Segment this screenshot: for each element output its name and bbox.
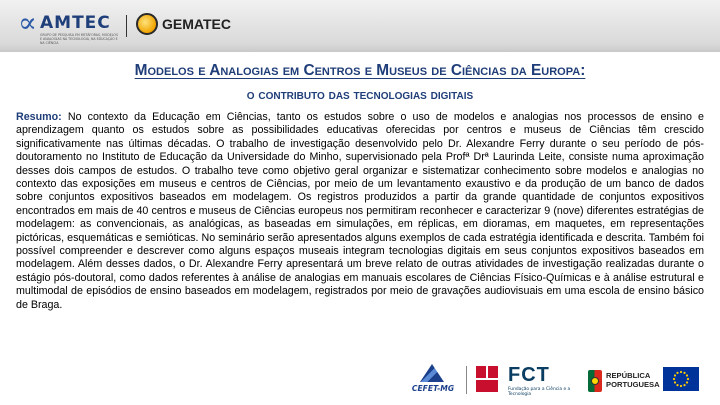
gematec-sun-icon [136,13,158,35]
republica-text [606,371,660,389]
header-bar [0,0,720,52]
eu-flag-icon [663,367,699,391]
footer-logos [400,360,710,400]
title-line-1: Modelos e Analogias em Centros e Museus de Ciências da Europa: [134,62,586,79]
republica-line-2: PORTUGUESA [606,380,660,389]
abstract-body: No contexto da Educação em Ciências, tanto os estudos sobre o uso de modelos e analogias nos processos de ensino e aprendizagem quanto os estudos sobre as possibilidades educativas oferecidas por centros e museus de Ciências têm crescido significativamente nas últimas décadas. O trabalho de investigação desenvolvido pelo Dr. Alexandre Ferry durante o seu período de pós-doutoramento no Instituto de Educação da Universidade do Minho, supervisionado pela Profª Drª Laurinda Leite, consiste numa aproximação desses dois campos de estudos. O trabalho teve como objetivo geral organizar e sistematizar conhecimento sobre modelos e analogias no contexto das exposições em museus e centros de Ciências, por meio de um levantamento exaustivo e da produção de um banco de dados sobre conjuntos expositivos baseados em modelagem. Os registros produzidos a partir da grande quantidade de conjuntos expositivos encontrados em mais de 40 centros e museus de Ciências europeus nos permitiram reconhecer e caracterizar 9 (nove) diferentes estratégias de modelagem: as convencionais, as analógicas, as baseadas em simulações, em réplicas, em dioramas, em maquetes, em representações pictóricas, esquemáticas e semióticas. No seminário serão apresentados alguns exemplos de cada estratégia identificada e descrita. Também foi possível compreender e descrever como alguns espaços museais integram tecnologias digitais em seus conjuntos expositivos baseados em modelagem. Além desses dados, o Dr. Alexandre Ferry apresentará um breve relato de outras atividades de investigação realizadas durante o estágio pós-doutoral, como dados referentes à análise de analogias em manuais escolares de Ciências Físico-Químicas e à análise estrutural e multimodal de episódios de ensino baseados em modelagem, registrados por meio de gravações audiovisuais em uma escola de ensino básico de Braga. [16,111,704,311]
amtec-swoosh-icon: ∝ [18,6,37,39]
cefet-mark-icon [420,364,444,382]
fct-subtitle: Fundação para a Ciência e a Tecnologia [508,387,571,397]
cefet-name: CEFET-MG [411,384,455,393]
footer-divider [466,366,467,394]
abstract-lead: Resumo: [16,111,62,123]
fct-logo [508,364,588,396]
amtec-name: AMTEC [40,13,111,33]
gematec-name: GEMATEC [162,16,231,32]
portugal-flag-icon [588,370,602,392]
fct-name: FCT [508,364,550,386]
gematec-logo [134,13,244,39]
abstract-text [16,111,704,312]
title-line-2: o contributo das tecnologias digitais [246,87,474,102]
slide-title [0,60,720,105]
amtec-subtitle: GRUPO DE PESQUISA EM METÁFORAS, MODELOS E ANALOGIAS NA TECNOLOGIA, NA EDUCAÇÃO E NA CIÊNCIA [40,33,118,45]
header-divider [126,15,127,37]
republica-line-1: REPÚBLICA [606,371,651,380]
amtec-logo [18,8,123,46]
uminho-logo-icon [476,366,498,392]
cefet-logo [408,364,458,398]
republica-portuguesa-logo [588,368,658,394]
